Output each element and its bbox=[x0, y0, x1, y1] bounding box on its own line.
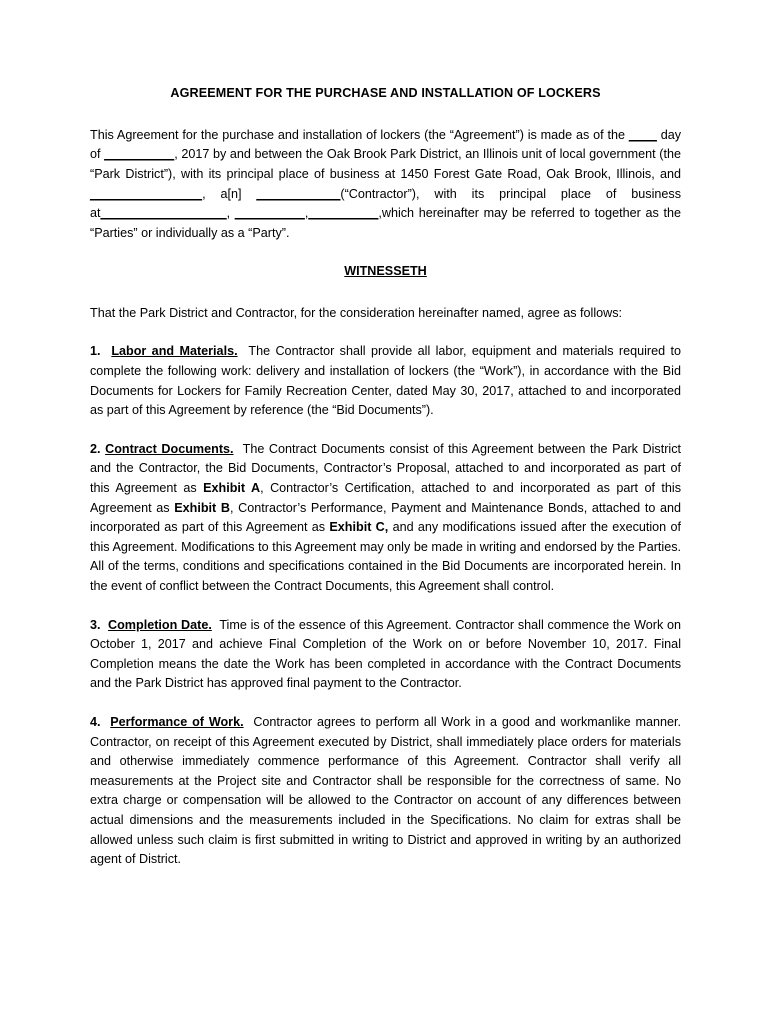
section-2-body-part-1: The Contract Documents consist of this Agreement between the Park District and the Contractor, the Bid Documents, Contractor’s Proposal, attached to and incorporated as part of this Agreement as bbox=[90, 441, 682, 496]
witnesseth-heading: WITNESSETH bbox=[344, 264, 427, 279]
section-4-title: Performance of Work. bbox=[110, 714, 244, 729]
section-1-number: 1. bbox=[90, 344, 101, 359]
blank-day: ____ bbox=[628, 127, 657, 142]
section-3 bbox=[90, 616, 681, 694]
section-4-body: Contractor agrees to perform all Work in a good and workmanlike manner. Contractor, on receipt of this Agreement executed by District, shall immediately place orders for materials and otherwise immediately commence performance of this Agreement. Contractor shall verify all measurements at the Project site and Contractor shall be responsible for the correctness of same. No extra charge or compensation will be allowed to the Contractor on account of any differences between actual dimensions and the measurements included in the Specifications. No claim for extras shall be allowed unless such claim is first submitted in writing to District and approved in writing by an authorized agent of District. bbox=[90, 714, 682, 867]
intro-seg-4: , a[n] bbox=[202, 186, 257, 201]
section-1-heading bbox=[90, 344, 238, 358]
blank-city: __________ bbox=[234, 206, 305, 221]
section-2-body-part-3: , Contractor’s Performance, Payment and Maintenance Bonds, attached to and incorporated as part of this Agreement as bbox=[90, 500, 682, 535]
section-2-body-part-2: , Contractor’s Certification, attached to and incorporated as part of this Agreement as bbox=[90, 481, 681, 515]
section-1-title: Labor and Materials. bbox=[111, 344, 238, 359]
page-title: AGREEMENT FOR THE PURCHASE AND INSTALLATION OF LOCKERS bbox=[170, 86, 601, 100]
section-2 bbox=[90, 440, 681, 597]
section-4-number: 4. bbox=[90, 714, 101, 729]
section-4 bbox=[90, 713, 681, 870]
exhibit-b-reference: Exhibit B bbox=[174, 500, 230, 515]
intro-seg-3: , 2017 by and between the Oak Brook Park District, an Illinois unit of local government (the “Park District”), with its principal place of business at 1450 Forest Gate Road, Oak Brook, Illinois, and bbox=[90, 147, 681, 181]
section-3-heading bbox=[90, 618, 212, 632]
blank-month: __________ bbox=[104, 147, 175, 162]
section-4-heading bbox=[90, 715, 244, 729]
blank-state: __________ bbox=[308, 206, 379, 221]
section-2-heading bbox=[90, 442, 234, 456]
section-3-body: Time is of the essence of this Agreement. Contractor shall commence the Work on October 1, 2017 and achieve Final Completion of the Work on or before November 10, 2017. Final Completion means the date the Work has been completed in accordance with the Contract Documents and the Park District has approved final payment to the Contractor. bbox=[90, 617, 682, 691]
intro-paragraph bbox=[90, 126, 681, 244]
intro-seg-8: ,which hereinafter may be referred to together as the “Parties” or individually as a “Party”. bbox=[90, 206, 681, 240]
section-1 bbox=[90, 342, 681, 420]
exhibit-a-reference: Exhibit A bbox=[203, 481, 261, 496]
intro-seg-5: (“Contractor”), with its principal place of business at bbox=[90, 186, 681, 221]
intro-seg-6: , bbox=[226, 206, 235, 221]
intro-seg-2: day of bbox=[90, 127, 682, 162]
exhibit-c-reference: Exhibit C, bbox=[329, 520, 389, 535]
intro-seg-7: , bbox=[304, 206, 309, 221]
blank-entity-type: ____________ bbox=[256, 186, 341, 201]
blank-address: __________________ bbox=[100, 206, 227, 221]
section-3-number: 3. bbox=[90, 617, 101, 632]
section-2-number: 2. bbox=[90, 441, 101, 456]
section-2-title: Contract Documents. bbox=[105, 441, 234, 456]
section-1-body: The Contractor shall provide all labor, equipment and materials required to complete the following work: delivery and installation of lockers (the “Work”), in accordance with the Bid Documents for Lockers for Family Recreation Center, dated May 30, 2017, attached to and incorporated as part of this Agreement by reference (the “Bid Documents”). bbox=[90, 344, 682, 418]
section-3-title: Completion Date. bbox=[108, 617, 212, 632]
recital-paragraph: That the Park District and Contractor, for the consideration hereinafter named, agree as follows: bbox=[90, 305, 623, 320]
intro-seg-1: This Agreement for the purchase and installation of lockers (the “Agreement”) is made as of the bbox=[90, 127, 629, 142]
section-2-body-part-4: and any modifications issued after the execution of this Agreement. Modifications to this Agreement may only be made in writing and endorsed by the Parties. All of the terms, conditions and specifications contained in the Bid Documents are incorporated herein. In the event of conflict between the Contract Documents, this Agreement shall control. bbox=[90, 520, 681, 594]
blank-contractor-name: ________________ bbox=[90, 186, 203, 201]
